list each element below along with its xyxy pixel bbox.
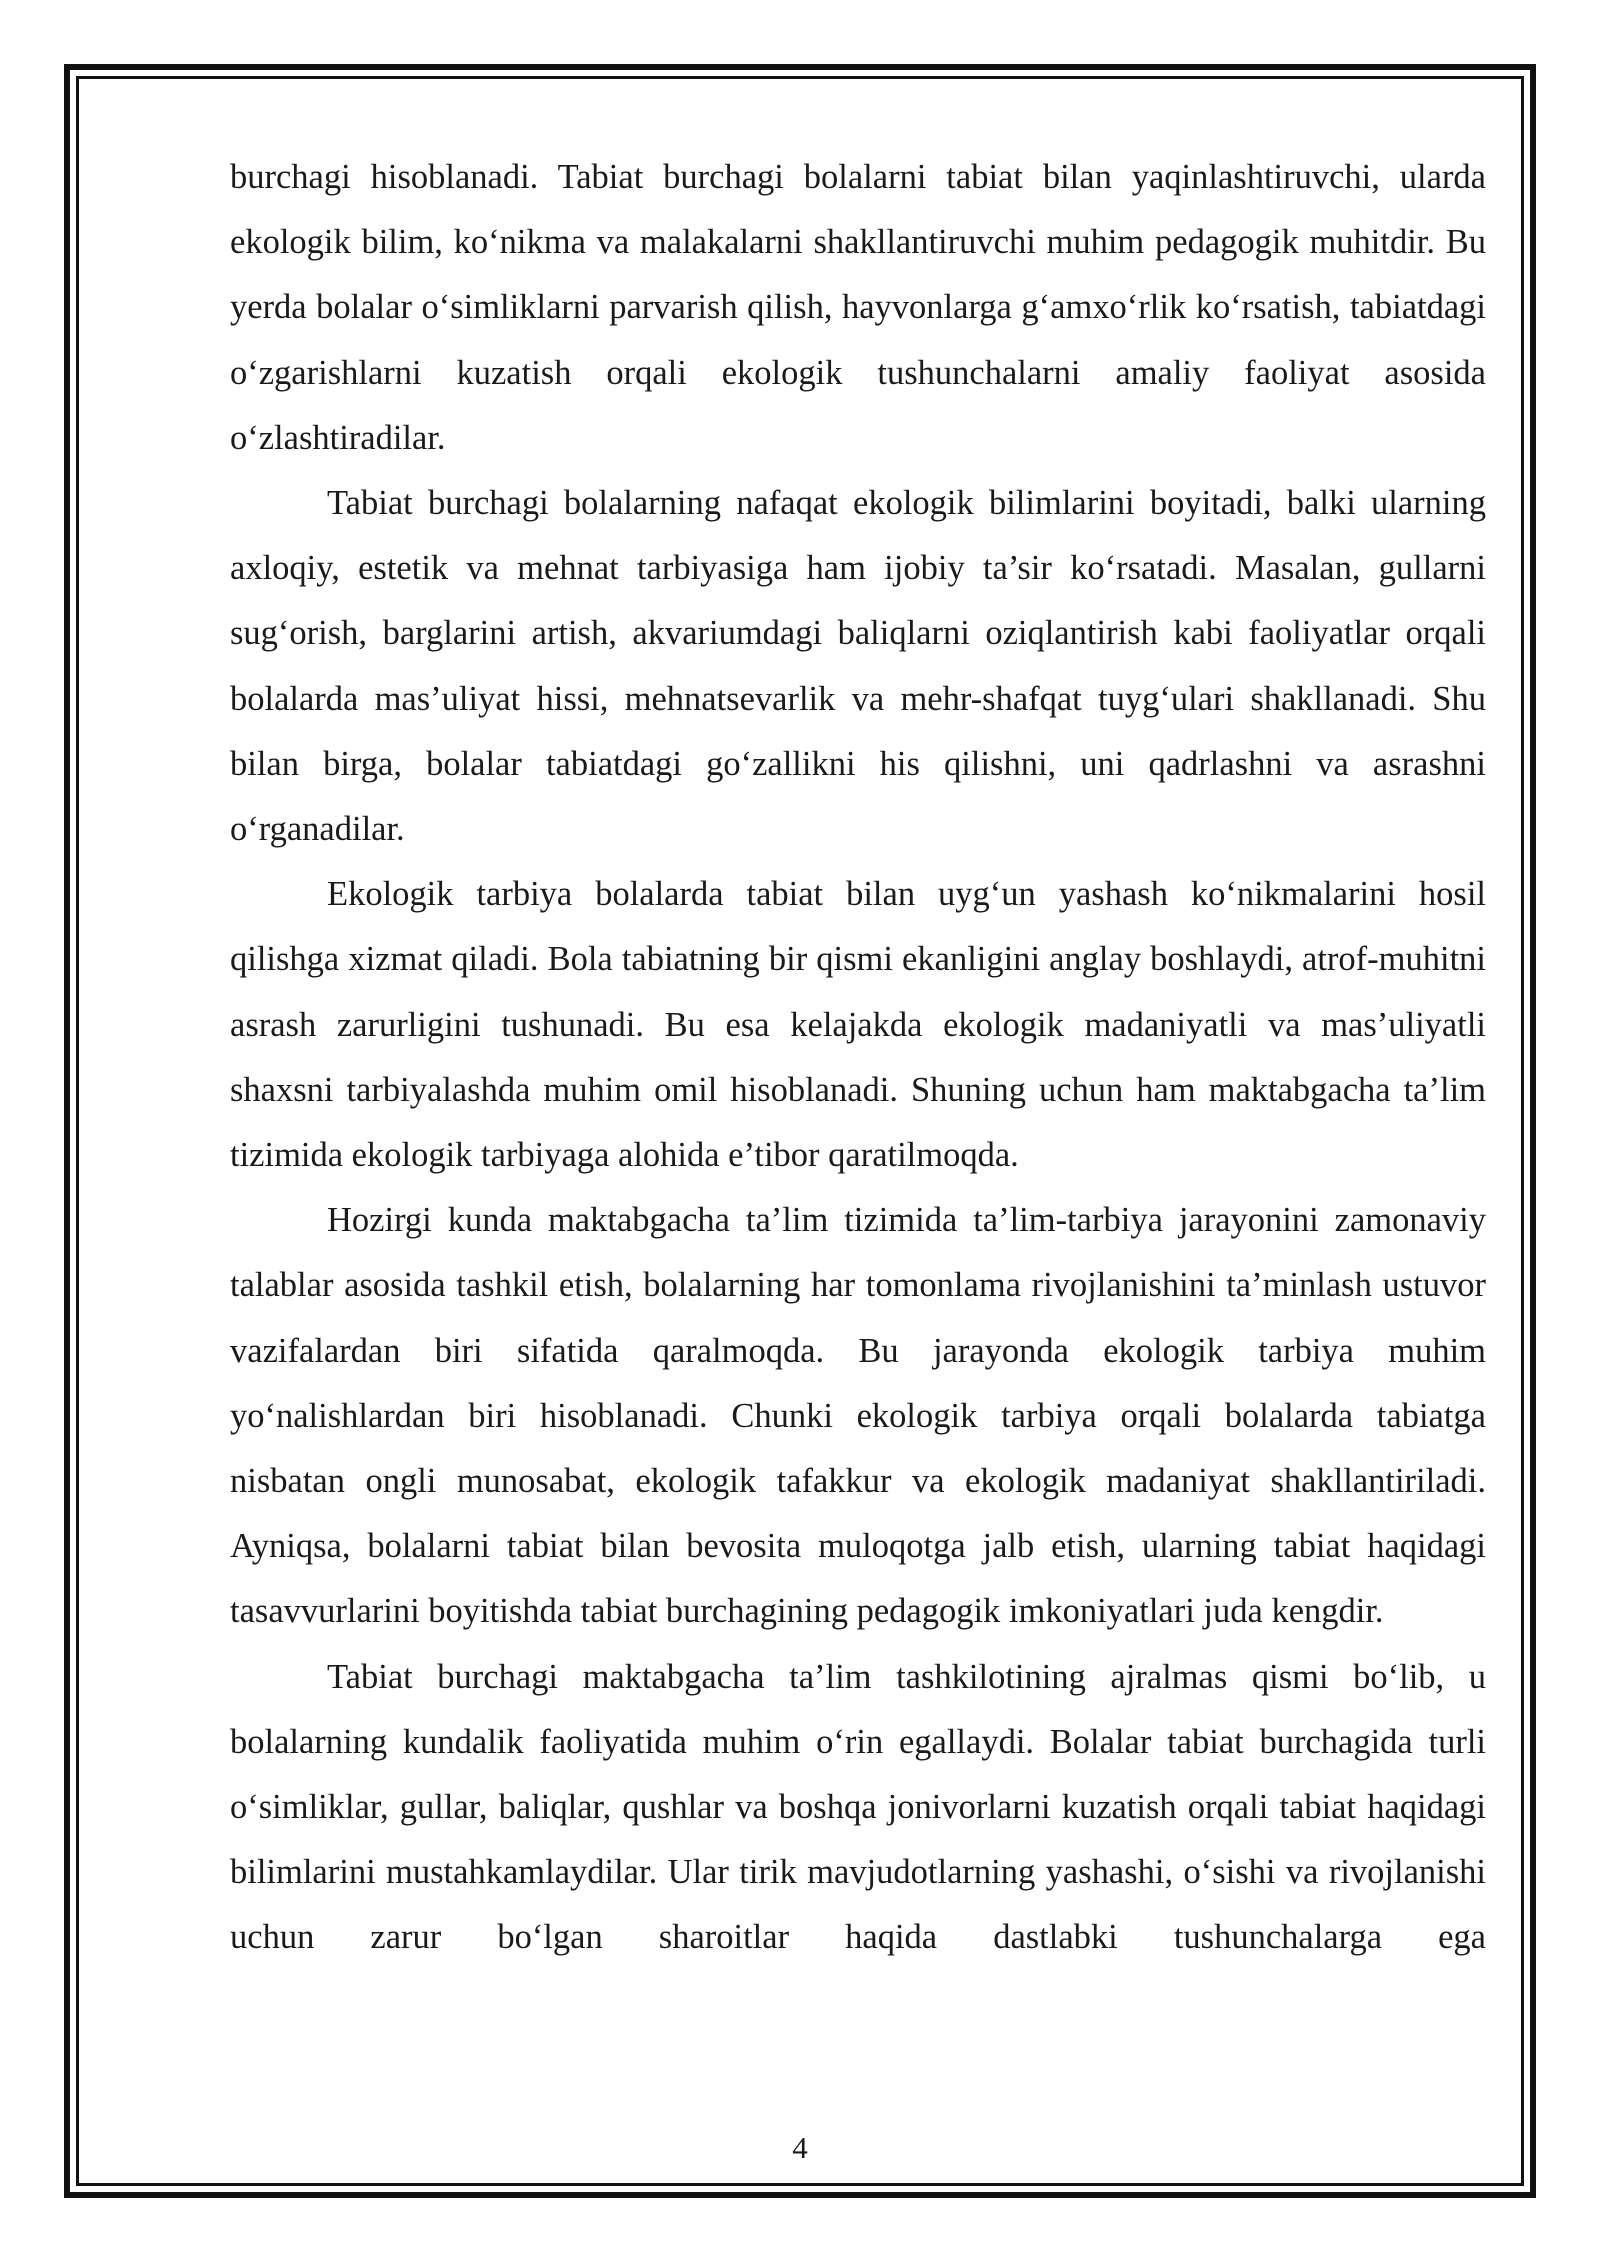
paragraph-4: Hozirgi kunda maktabgacha ta’lim tizimida ta’lim-tarbiya jarayonini zamonaviy talablar asosida tashkil etish, bolalarning har tomonlama rivojlanishini ta’minlash ustuvor vazifalardan biri sifatida qaralmoqda. Bu jarayonda ekologik tarbiya muhim yo‘nalishlardan biri hisoblanadi. Chunki ekologik tarbiya orqali bolalarda tabiatga nisbatan ongli munosabat, ekologik tafakkur va ekologik madaniyat shakllantiriladi. Ayniqsa, bolalarni tabiat bilan bevosita muloqotga jalb etish, ularning tabiat haqidagi tasavvurlarini boyitishda tabiat burchagining pedagogik imkoniyatlari juda kengdir. xyxy=(230,1201,1486,1631)
document-body xyxy=(230,145,1486,1971)
paragraph-3: Ekologik tarbiya bolalarda tabiat bilan uyg‘un yashash ko‘nikmalarini hosil qilishga xizmat qiladi. Bola tabiatning bir qismi ekanligini anglay boshlaydi, atrof-muhitni asrash zarurligini tushunadi. Bu esa kelajakda ekologik madaniyatli va mas’uliyatli shaxsni tarbiyalashda muhim omil hisoblanadi. Shuning uchun ham maktabgacha ta’lim tizimida ekologik tarbiyaga alohida e’tibor qaratilmoqda. xyxy=(230,875,1486,1175)
page-number: 4 xyxy=(792,2130,808,2165)
paragraph-5: Tabiat burchagi maktabgacha ta’lim tashkilotining ajralmas qismi bo‘lib, u bolalarning kundalik faoliyatida muhim o‘rin egallaydi. Bolalar tabiat burchagida turli o‘simliklar, gullar, baliqlar, qushlar va boshqa jonivorlarni kuzatish orqali tabiat haqidagi bilimlarini mustahkamlaydilar. Ular tirik mavjudotlarning yashashi, o‘sishi va rivojlanishi uchun zarur bo‘lgan sharoitlar haqida dastlabki tushunchalarga ega xyxy=(230,1657,1486,1957)
paragraph-1: burchagi hisoblanadi. Tabiat burchagi bolalarni tabiat bilan yaqinlashtiruvchi, ularda ekologik bilim, ko‘nikma va malakalarni shakllantiruvchi muhim pedagogik muhitdir. Bu yerda bolalar o‘simliklarni parvarish qilish, hayvonlarga g‘amxo‘rlik ko‘rsatish, tabiatdagi o‘zgarishlarni kuzatish orqali ekologik tushunchalarni amaliy faoliyat asosida o‘zlashtiradilar. xyxy=(230,158,1486,457)
paragraph-2: Tabiat burchagi bolalarning nafaqat ekologik bilimlarini boyitadi, balki ularning axloqiy, estetik va mehnat tarbiyasiga ham ijobiy ta’sir ko‘rsatadi. Masalan, gullarni sug‘orish, barglarini artish, akvariumdagi baliqlarni oziqlantirish kabi faoliyatlar orqali bolalarda mas’uliyat hissi, mehnatsevarlik va mehr-shafqat tuyg‘ulari shakllanadi. Shu bilan birga, bolalar tabiatdagi go‘zallikni his qilishni, uni qadrlashni va asrashni o‘rganadilar. xyxy=(230,484,1486,849)
